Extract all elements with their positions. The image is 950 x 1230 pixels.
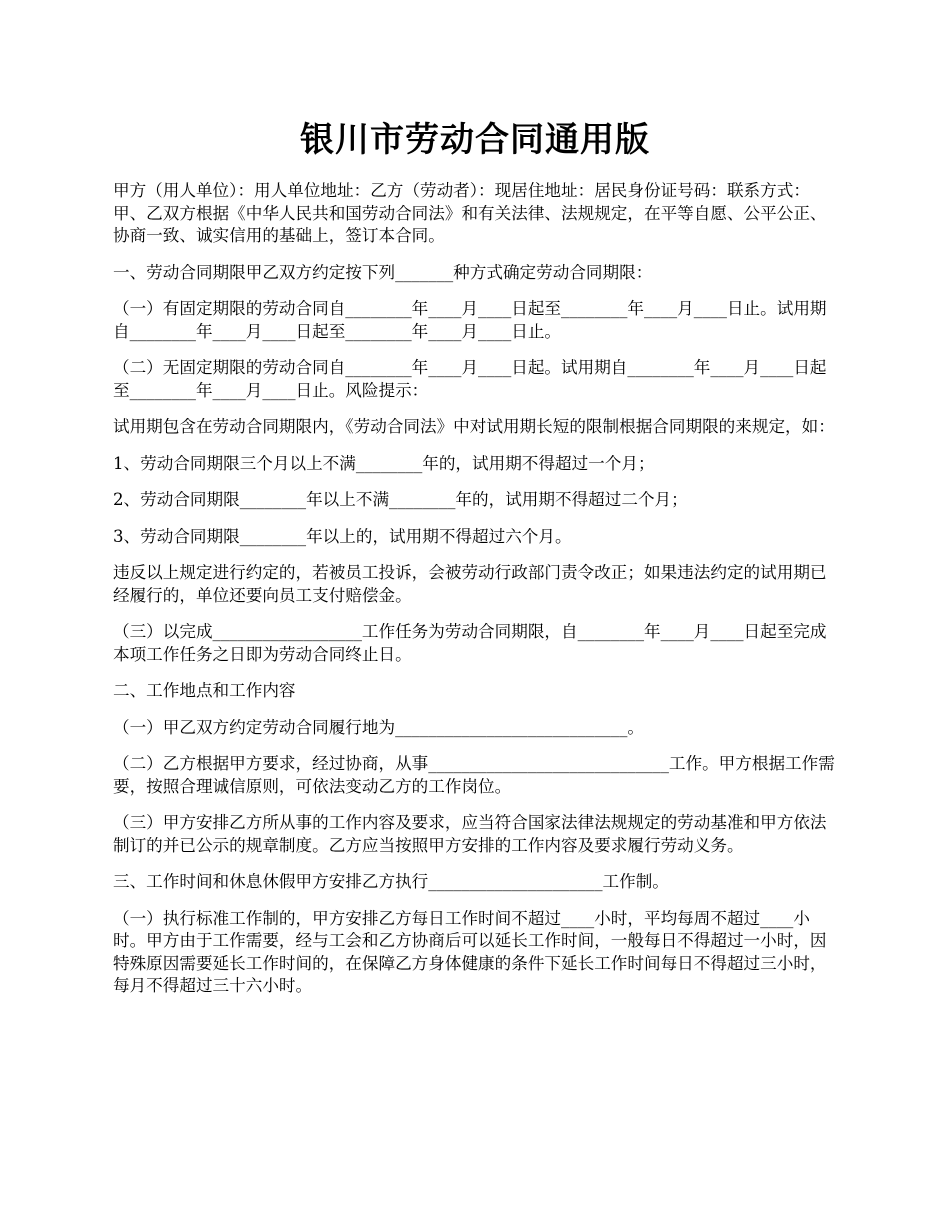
- document-body: [113, 180, 843, 1012]
- paragraph-workplace: （一）甲乙双方约定劳动合同履行地为____________________________。: [113, 717, 644, 737]
- paragraph-task-term: （三）以完成__________________工作任务为劳动合同期限，自________年____月____日起至完成本项工作任务之日即为劳动合同终止日。: [113, 622, 827, 664]
- paragraph-probation-rule-1: 1、劳动合同期限三个月以上不满________年的，试用期不得超过一个月；: [113, 453, 655, 473]
- paragraph-probation-rule-2: 2、劳动合同期限________年以上不满________年的，试用期不得超过二个月；: [113, 490, 688, 509]
- paragraph-fixed-term: （一）有固定期限的劳动合同自________年____月____日起至________年____月____日止。试用期自________年____月____日起至________年____月____日止。: [113, 299, 827, 341]
- paragraph-probation-rule-3: 3、劳动合同期限________年以上的，试用期不得超过六个月。: [113, 526, 572, 546]
- paragraph-working-hours: 三、工作时间和休息休假甲方安排乙方执行_____________________工作制。: [113, 872, 669, 891]
- paragraph-work-requirements: （三）甲方安排乙方所从事的工作内容及要求，应当符合国家法律法规规定的劳动基准和甲方依法制订的并已公示的规章制度。乙方应当按照甲方安排的工作内容及要求履行劳动义务。: [113, 813, 827, 855]
- paragraph-probation-note: 试用期包含在劳动合同期限内，《劳动合同法》中对试用期长短的限制根据合同期限的来规定，如：: [113, 417, 835, 436]
- paragraph-violation-warning: 违反以上规定进行约定的，若被员工投诉，会被劳动行政部门责令改正；如果违法约定的试用期已经履行的，单位还要向员工支付赔偿金。: [113, 563, 827, 605]
- paragraph-open-term: （二）无固定期限的劳动合同自________年____月____日起。试用期自________年____月____日起至________年____月____日止。风险提示：: [113, 358, 827, 400]
- paragraph-job-duties: （二）乙方根据甲方要求，经过协商，从事_____________________________工作。甲方根据工作需要，按照合理诚信原则，可依法变动乙方的工作岗位。: [113, 754, 835, 796]
- paragraph-contract-term: 一、劳动合同期限甲乙双方约定按下列_______种方式确定劳动合同期限：: [113, 262, 653, 282]
- paragraph-standard-hours: （一）执行标准工作制的，甲方安排乙方每日工作时间不超过____小时，平均每周不超过____小时。甲方由于工作需要，经与工会和乙方协商后可以延长工作时间，一般每日不得超过一小时，因特殊原因需要延长工作时间的，在保障乙方身体健康的条件下延长工作时间每日不得超过三小时，每月不得超过三十六小时。: [113, 908, 827, 995]
- paragraph-parties: 甲方（用人单位）：用人单位地址：乙方（劳动者）：现居住地址：居民身份证号码：联系方式：甲、乙双方根据《中华人民共和国劳动合同法》和有关法律、法规规定，在平等自愿、公平公正、协商一致、诚实信用的基础上，签订本合同。: [113, 181, 827, 245]
- document-title: 银川市劳动合同通用版: [300, 120, 650, 160]
- section-heading-workplace: 二、工作地点和工作内容: [113, 681, 296, 700]
